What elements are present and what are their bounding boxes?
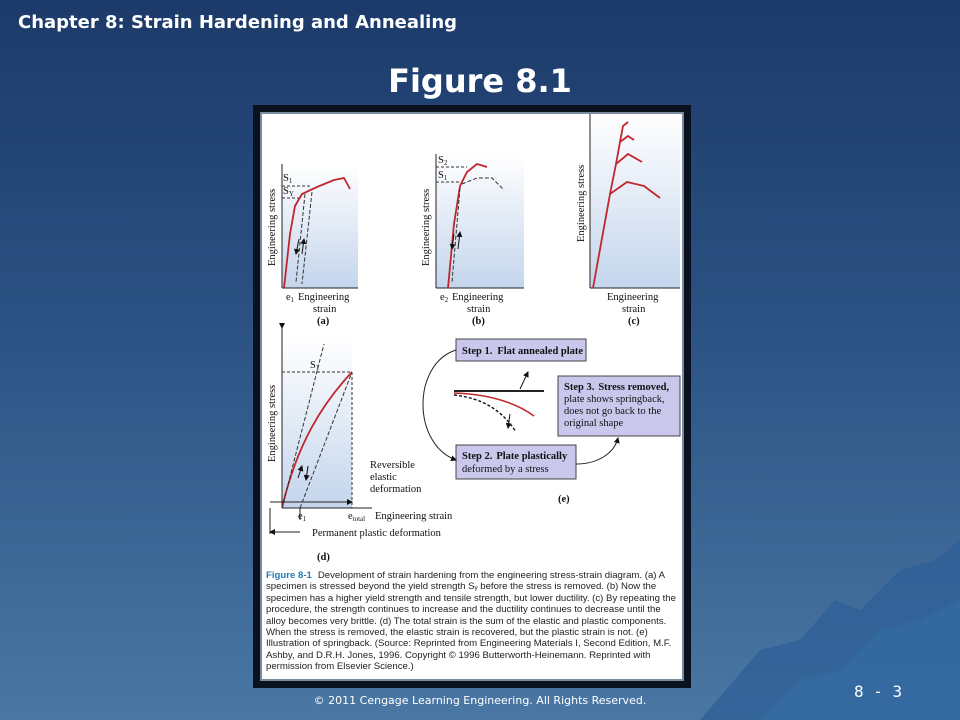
svg-text:Step 2.Plate plastically: Step 2. Plate plastically [462, 451, 568, 462]
panel-e [423, 339, 680, 505]
svg-text:Reversible: Reversible [370, 460, 415, 471]
panel-c-tag: (c) [628, 316, 640, 327]
panel-e-tag: (e) [558, 494, 570, 505]
svg-text:etotal: etotal [348, 511, 366, 523]
figure-8-1 [260, 112, 684, 681]
svg-text:S1: S1 [438, 170, 448, 182]
panel-c [576, 114, 680, 327]
svg-text:SY: SY [283, 186, 294, 198]
svg-text:e1: e1 [298, 511, 307, 523]
svg-text:plate shows springback,: plate shows springback, [564, 394, 665, 405]
panel-d-y-label: Engineering stress [267, 384, 278, 462]
copyright-notice: © 2011 Cengage Learning Engineering. All Rights Reserved. [313, 694, 647, 707]
svg-text:S1: S1 [283, 173, 293, 185]
figure-graphics [262, 114, 686, 570]
panel-b-y-label: Engineering stress [421, 188, 432, 266]
svg-text:S2: S2 [438, 155, 448, 167]
svg-text:Engineering: Engineering [298, 292, 350, 303]
chapter-title: Chapter 8: Strain Hardening and Annealing [18, 12, 458, 33]
panel-a-tag: (a) [317, 316, 330, 327]
slide-title: Figure 8.1 [388, 62, 572, 100]
panel-c-y-label: Engineering stress [576, 164, 587, 242]
panel-a [267, 164, 358, 327]
svg-text:Engineering: Engineering [452, 292, 504, 303]
svg-text:e2: e2 [440, 292, 449, 304]
svg-text:Engineering strain: Engineering strain [375, 511, 453, 522]
svg-text:deformed by a stress: deformed by a stress [462, 464, 549, 475]
svg-text:e1: e1 [286, 292, 295, 304]
svg-text:elastic: elastic [370, 472, 397, 483]
figure-caption [266, 570, 682, 673]
slide-number: 8 - 3 [854, 682, 903, 701]
svg-text:Engineering: Engineering [607, 292, 659, 303]
svg-text:S1: S1 [310, 360, 320, 372]
svg-text:strain: strain [467, 304, 491, 315]
figure-frame [253, 105, 691, 688]
svg-text:does not go back to the: does not go back to the [564, 406, 662, 417]
svg-text:Step 3.Stress removed,: Step 3. Stress removed, [564, 382, 670, 393]
panel-d-tag: (d) [317, 552, 330, 563]
svg-text:strain: strain [622, 304, 646, 315]
svg-text:original shape: original shape [564, 418, 624, 429]
caption-text: Development of strain hardening from the engineering stress-strain diagram. (a) A specimen is stressed beyond the yield strength Sᵧ before the stress is removed. (b) Now the specimen has a higher yield strength and tensile strength, but lower ductility. (c) By repeating the procedure, the strength continues to increase and the ductility continues to decrease until the alloy becomes very brittle. (d) The total strain is the sum of the elastic and plastic components. When the stress is removed, the elastic strain is recovered, but the plastic strain is not. (e) Illustration of springback. (Source: Reprinted from Engineering Materials I, Second Edition, M.F. Ashby, and D.R.H. Jones, 1996. Copyright © 1996 Butterworth-Heinemann. Reprinted with permission from Elsevier Science.) [266, 570, 676, 673]
svg-text:Step 1.Flat annealed plate: Step 1. Flat annealed plate [462, 346, 584, 357]
caption-label: Figure 8-1 [266, 570, 312, 581]
panel-a-y-label: Engineering stress [267, 188, 278, 266]
svg-text:strain: strain [313, 304, 337, 315]
panel-d [267, 328, 453, 563]
svg-text:Permanent plastic deformation: Permanent plastic deformation [312, 528, 441, 539]
svg-text:deformation: deformation [370, 484, 422, 495]
panel-b-tag: (b) [472, 316, 485, 327]
panel-b [421, 154, 524, 327]
